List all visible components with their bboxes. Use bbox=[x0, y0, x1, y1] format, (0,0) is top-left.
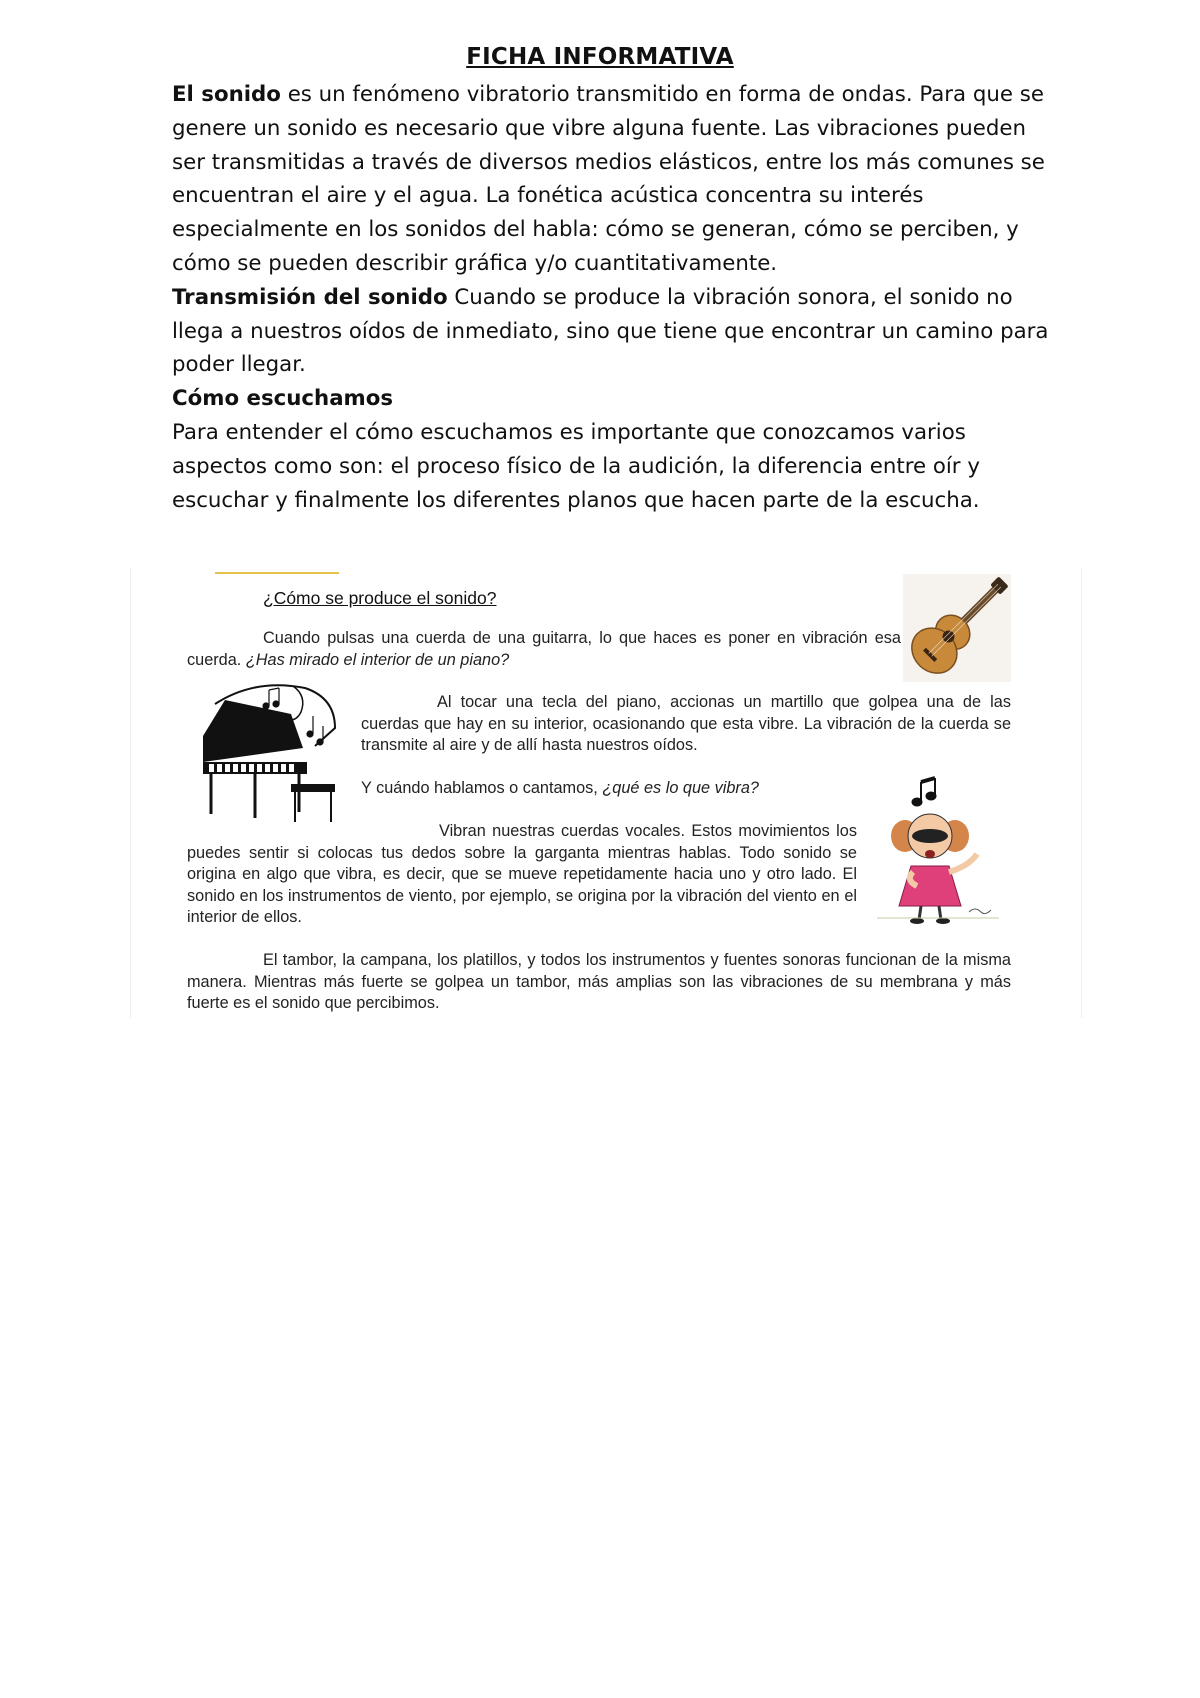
paragraph-transmission bbox=[172, 281, 1052, 382]
voice-question-text: Y cuándo hablamos o cantamos, bbox=[361, 779, 603, 797]
paragraph-listening: Para entender el cómo escuchamos es importante que conozcamos varios aspectos como son: el proceso físico de la audición, la diferencia entre oír y escuchar y finalmente los diferentes planos que hacen parte de la escucha. bbox=[172, 419, 980, 513]
paragraph-transmission-text: Cuando se produce la vibración sonora, el sonido no llega a nuestros oídos de inmediato, sino que tiene que encontrar un camino para poder llegar. bbox=[172, 284, 1049, 378]
page-title: FICHA INFORMATIVA bbox=[466, 44, 734, 70]
paragraph-sound bbox=[172, 78, 1052, 281]
guitar-icon bbox=[903, 574, 1011, 682]
piano-paragraph: Al tocar una tecla del piano, accionas un martillo que golpea una de las cuerdas que hay en su interior, ocasionando que esta vibre. La vibración de la cuerda se transmite al aire y de allí hasta nuestros oídos. bbox=[361, 693, 1011, 754]
vocal-cords-paragraph bbox=[187, 821, 857, 929]
decorative-line bbox=[215, 572, 339, 574]
guitar-paragraph-text: Cuando pulsas una cuerda de una guitarra, lo que haces es poner en vibración esa cuerda. bbox=[187, 629, 901, 669]
heading-how-we-listen-text: Cómo escuchamos bbox=[172, 386, 394, 412]
drum-paragraph: El tambor, la campana, los platillos, y todos los instrumentos y fuentes sonoras funcionan de la misma manera. Mientras más fuerte se golpea un tambor, más amplias son las vibraciones de su membrana y más fuerte es el sonido que percibimos. bbox=[187, 951, 1011, 1012]
singing-girl-icon bbox=[877, 774, 999, 924]
voice-question-italic: ¿qué es lo que vibra? bbox=[602, 779, 759, 797]
sound-figure bbox=[130, 568, 1082, 1018]
voice-question bbox=[361, 778, 861, 800]
term-transmission: Transmisión del sonido bbox=[172, 284, 448, 310]
guitar-paragraph bbox=[187, 628, 901, 671]
vocal-cords-text: Vibran nuestras cuerdas vocales. Estos movimientos los puedes sentir si colocas tus dedos sobre la garganta mientras hablas. Todo sonido se origina en algo que vibra, es decir, que se mueve repetidamente hacia uno y otro lado. El sonido en los instrumentos de viento, por ejemplo, se origina por la vibración del viento en el interior de ellos. bbox=[187, 822, 857, 926]
heading-how-we-listen bbox=[172, 382, 1052, 416]
figure-title: ¿Cómo se produce el sonido? bbox=[263, 588, 497, 608]
term-sound: El sonido bbox=[172, 82, 281, 107]
guitar-paragraph-question: ¿Has mirado el interior de un piano? bbox=[245, 650, 510, 669]
intro-text bbox=[172, 78, 1052, 517]
piano-icon bbox=[195, 676, 347, 824]
paragraph-sound-text: es un fenómeno vibratorio transmitido en forma de ondas. Para que se genere un sonido es necesario que vibre alguna fuente. Las vibraciones pueden ser transmitidas a través de diversos medios elásticos, entre los más comunes se encuentran el aire y el agua. La fonética acústica concentra su interés especialmente en los sonidos del habla: cómo se generan, cómo se perciben, y cómo se pueden describir gráfica y/o cuantitativamente. bbox=[172, 82, 1045, 276]
